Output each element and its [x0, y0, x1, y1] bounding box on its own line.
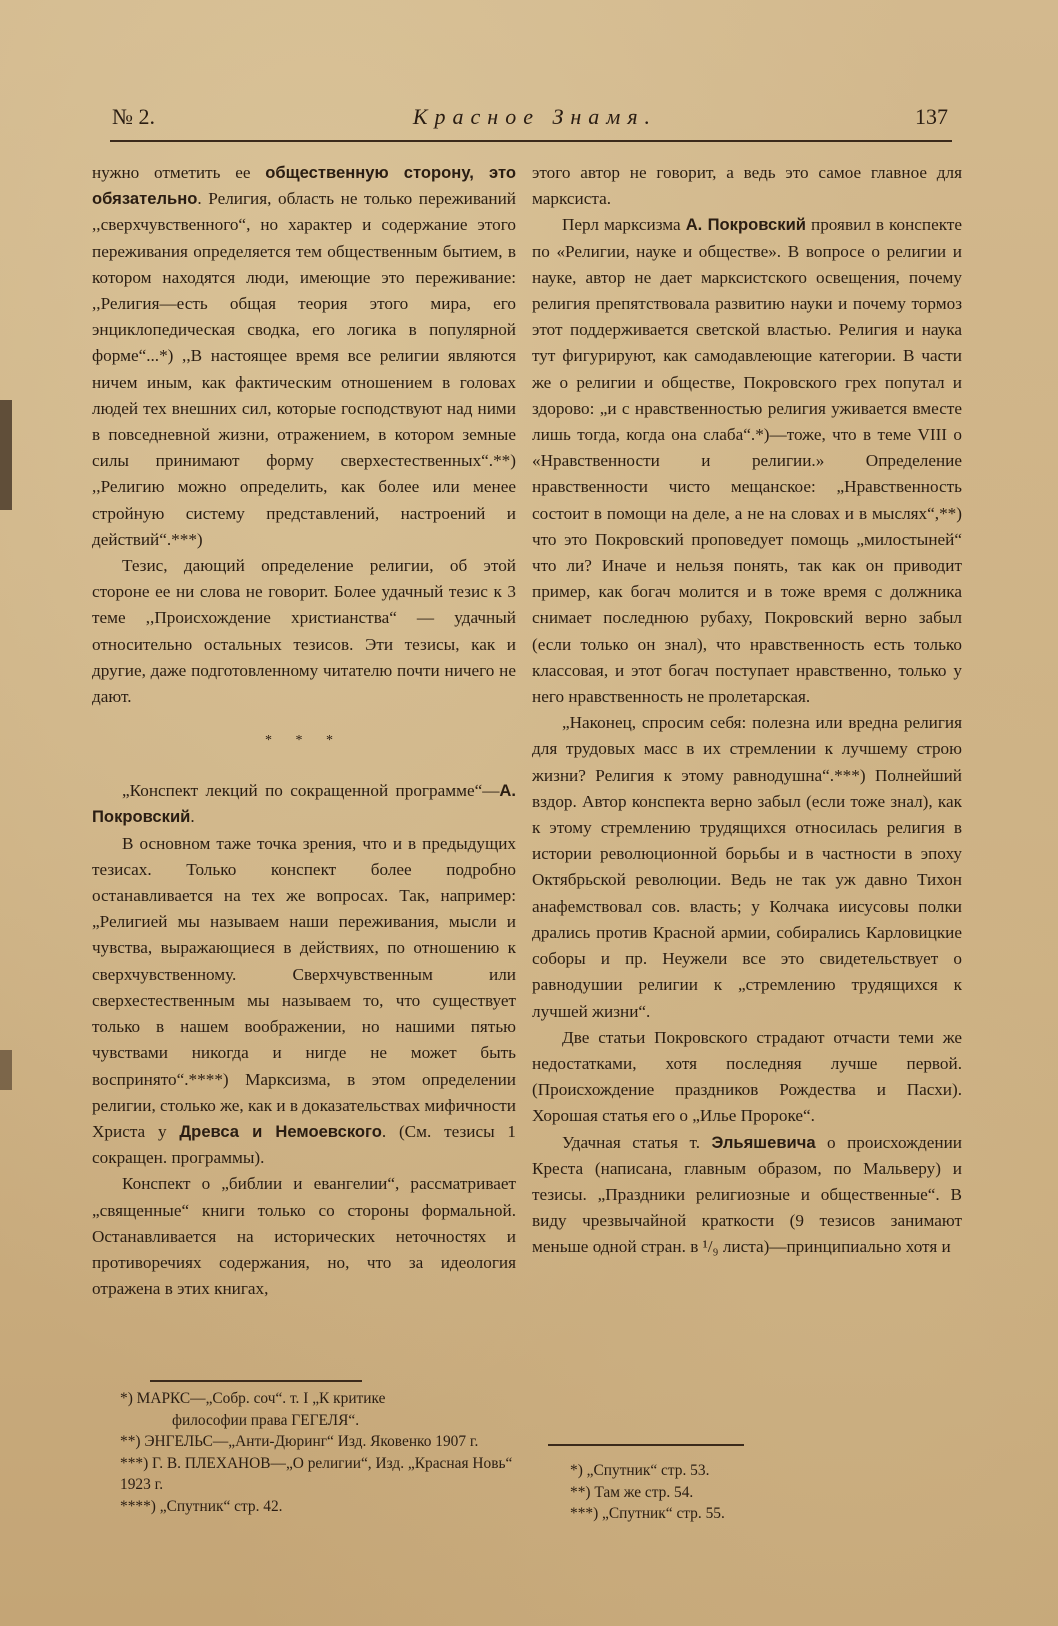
right-paragraph-4: Две статьи Покровского страдают отчасти теми же недостатками, хотя последняя лучше первой. (Происхождение праздников Рождества и Пасхи). Хорошая статья его о „Илье Пророке“.	[532, 1027, 962, 1126]
left-paragraph-2: Тезис, дающий определение религии, об этой стороне ее ни слова не говорит. Более удачный тезис к 3 теме ,,Происхождение христианства“ — удачный относительно остальных тезисов. Эти тезисы, как и другие, даже подготовленному читателю почти ничего не дают.	[92, 556, 516, 707]
left-paragraph-5: Конспект о „библии и евангелии“, рассматривает „священные“ книги только со стороны формальной. Останавливается на исторических неточностях и противоречиях содержания, но, что за идеология отражена в этих книгах,	[92, 1174, 516, 1299]
footnote: *) „Спутник“ стр. 53.	[570, 1462, 710, 1479]
footnote: ***) Г. В. ПЛЕХАНОВ—„О религии“, Изд. „Красная Новь“ 1923 г.	[120, 1454, 513, 1493]
page-edge-mark-bottom	[0, 1050, 12, 1090]
page-header	[112, 104, 948, 140]
left-paragraph-3: „Конспект лекций по сокращенной программе“—А. Покровский.	[92, 781, 516, 827]
page-number: 137	[914, 104, 948, 129]
footnotes-right	[570, 1460, 950, 1525]
author-name: А. Покровский	[92, 781, 516, 827]
journal-title: Красное Знамя.	[412, 104, 658, 129]
right-paragraph-5: Удачная статья т. Эльяшевича о происхождении Креста (написана, главным образом, по Мальверу) и тезисы. „Праздники религиозные и общественные“. В виду чрезвычайной краткости (9 тезисов занимают меньше одной стран. в ¹/₉ листа)—принципиально хотя и	[532, 1132, 963, 1257]
page-edge-mark-top	[0, 400, 12, 510]
footnote: **) Там же стр. 54.	[570, 1483, 694, 1501]
bold-phrase: общественную сторону, это обязательно	[92, 163, 516, 209]
left-paragraph-4: В основном таже точка зрения, что и в предыдущих тезисах. Только конспект более подробно останавливается на тех же вопросах. Так, например: „Религией мы называем наши переживания, мысли и чувства, выражающиеся в действиях, по отношению к сверхчувственному. Сверхчувственным или сверхестественным мы называем то, что существует только в нашем воображении, но нашими пятью чувствами никогда и нигде не может быть воспринято“.****) Марксизма, в этом определении религии, столько же, как и в доказательствах мифичности Христа у Древса и Немоевского. (См. тезисы 1 сокращен. программы).	[92, 833, 516, 1168]
issue-number: № 2.	[112, 104, 155, 129]
right-paragraph-3: „Наконец, спросим себя: полезна или вредна религия для трудовых масс в их стремлении к лучшему строю жизни? Религия к этому равнодушна“.***) Полнейший вздор. Автор конспекта верно забыл (если тоже знал), как к этому стремлению трудящихся относилась религия в истории революционной борьбы и в частности в эпоху Октябрьской революции. Ведь не так уж давно Тихон анафемствовал сов. власть; у Колчака иисусовы полки дрались против Красной армии, собирались Карловицкие соборы и пр. Неужели все это свидетельствует о равнодушии религии к „стремлению трудящихся к лучшей жизни“.	[532, 713, 962, 1021]
author-name: Эльяшевича	[711, 1132, 816, 1152]
right-paragraph-1: этого автор не говорит, а ведь это самое главное для марксиста.	[532, 163, 962, 209]
footnote: *) МАРКС—„Собр. соч“. т. I „К критике	[120, 1390, 386, 1407]
footnote-rule-left	[150, 1380, 362, 1382]
footnote: ****) „Спутник“ стр. 42.	[120, 1497, 283, 1515]
footnote-rule-right	[548, 1444, 744, 1446]
bold-names: Древса и Немоевского	[179, 1121, 382, 1141]
right-paragraph-2: Перл марксизма А. Покровский проявил в конспекте по «Религии, науке и обществе». В вопросе о религии и науке, автор не дает марксистского освещения, почему религия препятствовала развитию науки и почему тормоз этот поддерживается светской властью. Религия и наука тут фигурируют, как самодавлеющие категории. В части же о религии и обществе, Покровского грех попутал и здорово: „и с нравственностью религия уживается вместе лишь тогда, когда она слаба“.*)—тоже, что в теме VIII о «Нравственности и религии.» Определение нравственности чисто мещанское: „Нравственность состоит в помощи на деле, а не на словах и в мыслях“,**) что это Покровский проповедует помощь „милостыней“ что ли? Иначе и нельзя понять, так как он приводит пример, как богач молится и в тоже время с должника снимает последнюю рубаху, Покровский верно забыл (если только он знал), что нравственность есть только классовая, и этот богач поступает нравственно, только у него нравственность не пролетарская.	[532, 215, 962, 707]
section-divider-stars: * * *	[265, 733, 343, 749]
author-name: А. Покровский	[685, 215, 806, 235]
left-paragraph-1: нужно отметить ее общественную сторону, это обязательно. Религия, область не только переживаний ,,сверхчувственного“, но характер и содержание этого переживания определяется тем общественным бытием, в котором находятся люди, имеющие это переживание: ,,Религия—есть общая теория этого мира, его энциклопедическая сводка, его логика в популярной форме“...*) ,,В настоящее время все религии являются ничем иным, как фактическим отношением в головах людей тех внешних сил, которые господствуют над ними в повседневной жизни, отражением, в котором земные силы принимают форму сверхестественных“.**) ,,Религию можно определить, как более или менее стройную систему представлений, настроений и действий“.***)	[92, 163, 516, 549]
footnote: **) ЭНГЕЛЬС—„Анти-Дюринг“ Изд. Яковенко 1907 г.	[120, 1433, 479, 1450]
right-column	[532, 160, 962, 1261]
footnote: философии права ГЕГЕЛЯ“.	[172, 1411, 360, 1429]
footnotes-left	[120, 1388, 520, 1517]
header-rule	[110, 140, 952, 142]
footnote: ***) „Спутник“ стр. 55.	[570, 1505, 725, 1522]
left-column	[92, 160, 516, 1302]
